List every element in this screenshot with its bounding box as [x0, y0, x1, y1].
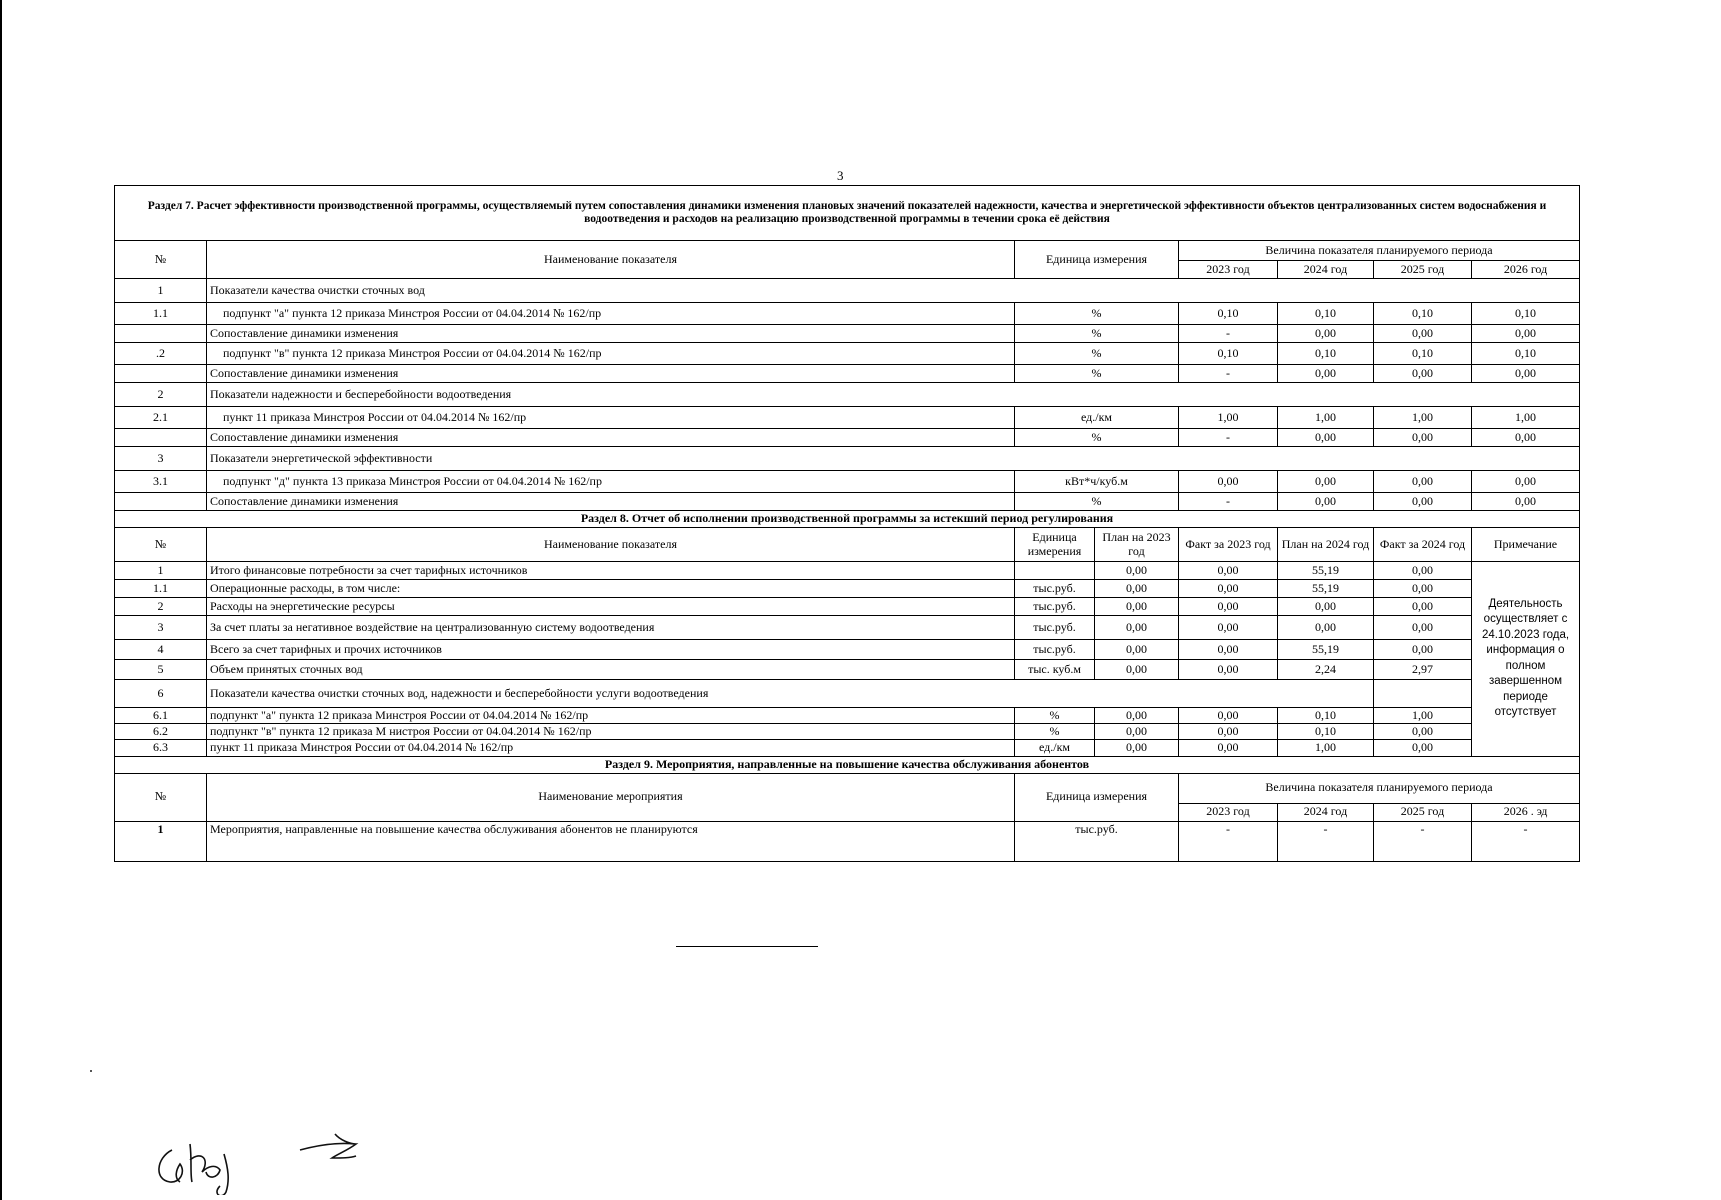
indicator-name: Всего за счет тарифных и прочих источников [207, 640, 1015, 660]
value-cell: 0,00 [1278, 325, 1374, 343]
year-header: 2025 год [1374, 261, 1472, 279]
row-number: 1 [115, 821, 207, 861]
indicator-name: Объем принятых сточных вод [207, 660, 1015, 680]
value-cell: 0,10 [1278, 724, 1374, 740]
row-number: 3 [115, 616, 207, 640]
year-header: 2024 год [1278, 803, 1374, 821]
value-cell: 0,00 [1179, 562, 1278, 580]
value-cell: 0,10 [1374, 343, 1472, 365]
value-cell: 55,19 [1278, 640, 1374, 660]
value-cell: 0,00 [1179, 471, 1278, 493]
unit-cell: тыс.руб. [1015, 821, 1179, 861]
value-cell: 0,00 [1095, 580, 1179, 598]
unit-cell [1015, 562, 1095, 580]
section8-data-row [115, 660, 1580, 680]
value-cell: - [1278, 821, 1374, 861]
value-cell: 0,00 [1179, 616, 1278, 640]
value-cell: 0,00 [1095, 660, 1179, 680]
value-cell: 0,00 [1472, 365, 1580, 383]
period-header: Величина показателя планируемого периода [1179, 241, 1580, 261]
value-cell: 0,00 [1095, 708, 1179, 724]
row-number: 6.3 [115, 740, 207, 756]
indicator-name: подпункт "д" пункта 13 приказа Минстроя России от 04.04.2014 № 162/пр [207, 471, 1015, 493]
value-cell: - [1179, 493, 1278, 511]
num-header: № [115, 241, 207, 279]
handwritten-signature [150, 1120, 380, 1195]
value-cell: 1,00 [1374, 407, 1472, 429]
indicator-name: подпункт "а" пункта 12 приказа Минстроя России от 04.04.2014 № 162/пр [207, 303, 1015, 325]
value-cell: 0,00 [1095, 740, 1179, 756]
row-number: 6.1 [115, 708, 207, 724]
unit-cell: % [1015, 708, 1095, 724]
section8-data-row [115, 580, 1580, 598]
unit-cell: % [1015, 303, 1179, 325]
section9-data-row [115, 821, 1580, 861]
row-number: 2 [115, 383, 207, 407]
value-cell: 0,00 [1179, 708, 1278, 724]
value-cell: 0,00 [1472, 493, 1580, 511]
indicator-name: подпункт "в" пункта 12 приказа М нистроя России от 04.04.2014 № 162/пр [207, 724, 1015, 740]
value-cell: 0,00 [1179, 724, 1278, 740]
scan-speck [90, 1070, 92, 1072]
group-name: Показатели надежности и бесперебойности водоотведения [207, 383, 1580, 407]
group-name: Показатели качества очистки сточных вод [207, 279, 1580, 303]
section7-group-row [115, 447, 1580, 471]
value-cell: 1,00 [1472, 407, 1580, 429]
value-cell: 0,00 [1374, 740, 1472, 756]
unit-header: Единица измерения [1015, 241, 1179, 279]
row-number [115, 429, 207, 447]
page-number: 3 [837, 168, 844, 183]
unit-cell: тыс. куб.м [1015, 660, 1095, 680]
name-header: Наименование показателя [207, 528, 1015, 562]
indicator-name: пункт 11 приказа Минстроя России от 04.04.2014 № 162/пр [207, 407, 1015, 429]
value-cell: 2,24 [1278, 660, 1374, 680]
section7-data-row [115, 303, 1580, 325]
indicator-name: подпункт "а" пункта 12 приказа Минстроя России от 04.04.2014 № 162/пр [207, 708, 1015, 724]
row-number: 6 [115, 680, 207, 708]
row-number: 1 [115, 279, 207, 303]
section9-title-row [115, 756, 1580, 773]
value-cell: 0,00 [1278, 429, 1374, 447]
indicator-name: Расходы на энергетические ресурсы [207, 598, 1015, 616]
value-cell: 0,00 [1374, 640, 1472, 660]
indicator-name: Сопоставление динамики изменения [207, 365, 1015, 383]
value-cell: 0,00 [1374, 365, 1472, 383]
section8-title: Раздел 8. Отчет об исполнении производственной программы за истекший период регулирования [115, 511, 1580, 528]
unit-cell: тыс.руб. [1015, 640, 1095, 660]
value-cell: 0,10 [1278, 708, 1374, 724]
unit-cell: % [1015, 429, 1179, 447]
unit-cell: % [1015, 343, 1179, 365]
unit-header: Единица измерения [1015, 773, 1179, 821]
value-cell: 55,19 [1278, 580, 1374, 598]
row-number: .2 [115, 343, 207, 365]
value-cell: 0,00 [1179, 640, 1278, 660]
name-header: Наименование мероприятия [207, 773, 1015, 821]
value-cell: 0,00 [1472, 471, 1580, 493]
value-cell: 0,10 [1278, 303, 1374, 325]
year-header: 2026 . эд [1472, 803, 1580, 821]
value-cell: 0,00 [1472, 429, 1580, 447]
column-header: План на 2024 год [1278, 528, 1374, 562]
footer-rule [676, 946, 818, 947]
value-cell: 0,00 [1374, 580, 1472, 598]
year-header: 2026 год [1472, 261, 1580, 279]
value-cell: 1,00 [1278, 740, 1374, 756]
section8-group-row [115, 680, 1580, 708]
indicator-name: Сопоставление динамики изменения [207, 493, 1015, 511]
value-cell: - [1179, 325, 1278, 343]
year-header: 2024 год [1278, 261, 1374, 279]
unit-cell: % [1015, 325, 1179, 343]
section7-title-row [115, 186, 1580, 241]
section8-data-row [115, 562, 1580, 580]
value-cell: 0,00 [1179, 580, 1278, 598]
value-cell: 1,00 [1278, 407, 1374, 429]
value-cell: - [1179, 429, 1278, 447]
indicator-name: Итого финансовые потребности за счет тарифных источников [207, 562, 1015, 580]
section8-data-row [115, 640, 1580, 660]
value-cell: 0,00 [1374, 493, 1472, 511]
year-header: 2025 год [1374, 803, 1472, 821]
section8-data-row [115, 598, 1580, 616]
table-body [115, 186, 1580, 862]
section8-data-row [115, 724, 1580, 740]
row-number: 1 [115, 562, 207, 580]
section7-header-row [115, 241, 1580, 261]
value-cell: 0,10 [1179, 343, 1278, 365]
value-cell: 0,00 [1374, 471, 1472, 493]
note-cell: Деятельность осуществляет с 24.10.2023 года, информация о полном завершенном периоде отсутствует [1472, 562, 1580, 757]
section9-header-row [115, 773, 1580, 803]
year-header: 2023 год [1179, 261, 1278, 279]
section7-data-row [115, 429, 1580, 447]
unit-cell: тыс.руб. [1015, 598, 1095, 616]
indicator-name: За счет платы за негативное воздействие на централизованную систему водоотведения [207, 616, 1015, 640]
row-number: 1.1 [115, 303, 207, 325]
value-cell: 0,00 [1374, 724, 1472, 740]
section8-title-row [115, 511, 1580, 528]
report-table [114, 185, 1580, 862]
value-cell: 0,10 [1374, 303, 1472, 325]
section8-data-row [115, 616, 1580, 640]
value-cell: 0,00 [1179, 660, 1278, 680]
value-cell: 0,00 [1374, 429, 1472, 447]
value-cell: 0,00 [1179, 740, 1278, 756]
column-header: Примечание [1472, 528, 1580, 562]
value-cell: - [1179, 365, 1278, 383]
value-cell: 2,97 [1374, 660, 1472, 680]
unit-cell: ед./км [1015, 407, 1179, 429]
row-number: 1.1 [115, 580, 207, 598]
row-number: 4 [115, 640, 207, 660]
period-header: Величина показателя планируемого периода [1179, 773, 1580, 803]
indicator-name: пункт 11 приказа Минстроя России от 04.04.2014 № 162/пр [207, 740, 1015, 756]
row-number: 3.1 [115, 471, 207, 493]
empty-cell [1374, 680, 1472, 708]
value-cell: 0,00 [1095, 598, 1179, 616]
section9-title: Раздел 9. Мероприятия, направленные на повышение качества обслуживания абонентов [115, 756, 1580, 773]
value-cell: 0,00 [1374, 616, 1472, 640]
row-number [115, 365, 207, 383]
section7-title: Раздел 7. Расчет эффективности производственной программы, осуществляемый путем сопоставления динамики изменения плановых значений показателей надежности, качества и энергетической эффективности объектов централизованных систем водоснабжения и водоотведения и расходов на реализацию производственной программы в течении срока её действия [115, 186, 1580, 241]
value-cell: 1,00 [1179, 407, 1278, 429]
value-cell: - [1179, 821, 1278, 861]
value-cell: 0,10 [1278, 343, 1374, 365]
value-cell: 0,00 [1095, 562, 1179, 580]
section8-data-row [115, 740, 1580, 756]
value-cell: 0,00 [1278, 365, 1374, 383]
section7-data-row [115, 471, 1580, 493]
value-cell: 0,00 [1095, 724, 1179, 740]
row-number: 5 [115, 660, 207, 680]
value-cell: 0,00 [1095, 616, 1179, 640]
row-number [115, 493, 207, 511]
column-header: Факт за 2023 год [1179, 528, 1278, 562]
section7-data-row [115, 343, 1580, 365]
row-number: 6.2 [115, 724, 207, 740]
group-name: Показатели качества очистки сточных вод, надежности и бесперебойности услуги водоотведения [207, 680, 1374, 708]
group-name: Показатели энергетической эффективности [207, 447, 1580, 471]
section7-group-row [115, 279, 1580, 303]
section8-header-row [115, 528, 1580, 562]
year-header: 2023 год [1179, 803, 1278, 821]
section7-data-row [115, 365, 1580, 383]
value-cell: 0,00 [1278, 598, 1374, 616]
scan-edge [0, 0, 2, 1200]
row-number: 2.1 [115, 407, 207, 429]
value-cell: 0,00 [1095, 640, 1179, 660]
num-header: № [115, 528, 207, 562]
value-cell: 0,00 [1278, 616, 1374, 640]
unit-cell: тыс.руб. [1015, 580, 1095, 598]
value-cell: 1,00 [1374, 708, 1472, 724]
indicator-name: Сопоставление динамики изменения [207, 429, 1015, 447]
value-cell: 0,00 [1374, 562, 1472, 580]
section7-data-row [115, 325, 1580, 343]
value-cell: 0,10 [1179, 303, 1278, 325]
name-header: Наименование показателя [207, 241, 1015, 279]
num-header: № [115, 773, 207, 821]
value-cell: - [1374, 821, 1472, 861]
value-cell: 0,00 [1472, 325, 1580, 343]
value-cell: 0,10 [1472, 303, 1580, 325]
indicator-name: подпункт "в" пункта 12 приказа Минстроя России от 04.04.2014 № 162/пр [207, 343, 1015, 365]
unit-cell: ед./км [1015, 740, 1095, 756]
indicator-name: Сопоставление динамики изменения [207, 325, 1015, 343]
section7-group-row [115, 383, 1580, 407]
column-header: Единица измерения [1015, 528, 1095, 562]
row-number: 2 [115, 598, 207, 616]
activity-name: Мероприятия, направленные на повышение качества обслуживания абонентов не планируются [207, 821, 1015, 861]
value-cell: 0,00 [1374, 598, 1472, 616]
column-header: План на 2023 год [1095, 528, 1179, 562]
unit-cell: % [1015, 724, 1095, 740]
value-cell: 0,00 [1278, 471, 1374, 493]
value-cell: 55,19 [1278, 562, 1374, 580]
section7-data-row [115, 407, 1580, 429]
unit-cell: % [1015, 493, 1179, 511]
unit-cell: тыс.руб. [1015, 616, 1095, 640]
value-cell: 0,00 [1278, 493, 1374, 511]
unit-cell: % [1015, 365, 1179, 383]
row-number: 3 [115, 447, 207, 471]
column-header: Факт за 2024 год [1374, 528, 1472, 562]
section7-data-row [115, 493, 1580, 511]
section8-data-row [115, 708, 1580, 724]
row-number [115, 325, 207, 343]
value-cell: 0,00 [1179, 598, 1278, 616]
value-cell: - [1472, 821, 1580, 861]
indicator-name: Операционные расходы, в том числе: [207, 580, 1015, 598]
value-cell: 0,00 [1374, 325, 1472, 343]
value-cell: 0,10 [1472, 343, 1580, 365]
unit-cell: кВт*ч/куб.м [1015, 471, 1179, 493]
